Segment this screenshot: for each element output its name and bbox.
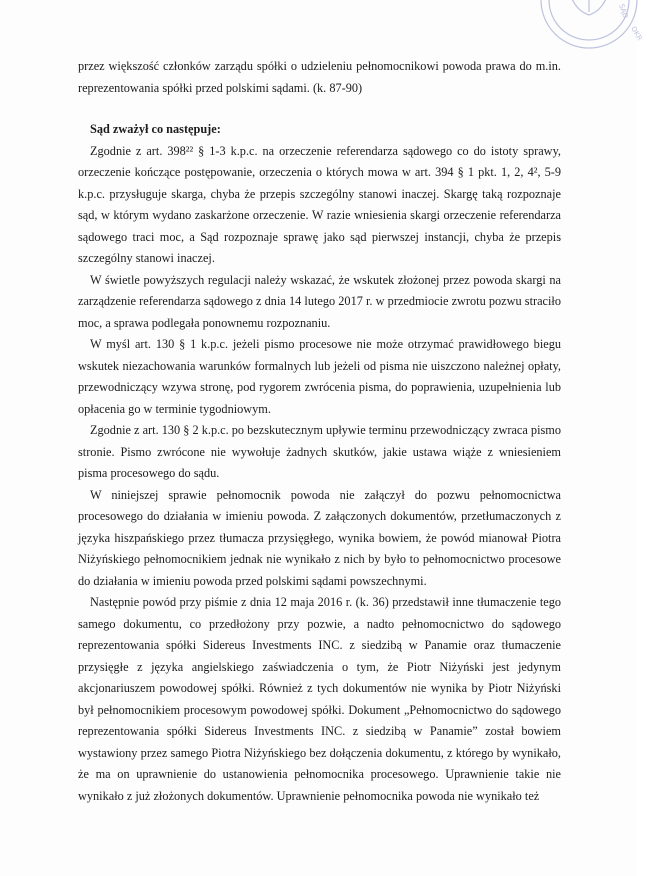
paragraph-1: Zgodnie z art. 398²² § 1-3 k.p.c. na orzeczenie referendarza sądowego co do istoty sprawy, orzeczenie kończące postępowanie, orzeczenia o których mowa w art. 394 § 1 pkt. 1, 2, 4², 5-9 k.p.c. przysługuje skarga, chyba że przepis szczególny stanowi inaczej. Skargę taką rozpoznaje sąd, w którym wydano zaskarżone orzeczenie. W razie wniesienia skargi orzeczenie referendarza sądowego traci moc, a Sąd rozpoznaje sprawę jako sąd pierwszej instancji, chyba że przepis szczególny stanowi inaczej. <box>78 143 561 265</box>
paragraph-3: W myśl art. 130 § 1 k.p.c. jeżeli pismo procesowe nie może otrzymać prawidłowego biegu wskutek niezachowania warunków formalnych lub jeżeli od pisma nie uiszczono należnej opłaty, przewodniczący wzywa stronę, pod rygorem zwrócenia pisma, do poprawienia, uzupełnienia lub opłacenia go w terminie tygodniowym. <box>78 337 561 416</box>
document-body <box>78 56 561 807</box>
section-heading: Sąd zważył co następuje: <box>90 122 221 136</box>
svg-text:OKR: OKR <box>629 25 644 42</box>
paragraph-5: W niniejszej sprawie pełnomocnik powoda nie załączył do pozwu pełnomocnictwa procesowego do działania w imieniu powoda. Z załączonych dokumentów, przetłumaczonych z języka hiszpańskiego przez tłumacza przysięgłego, wynika bowiem, że powód mianował Piotra Niżyńskiego pełnomocnikiem jednak nie wynikało z nich by było to pełnomocnictwo procesowe do działania w imieniu powoda przed polskimi sądami powszechnymi. <box>78 487 561 588</box>
intro-paragraph: przez większość członków zarządu spółki o udzieleniu pełnomocnikowi powoda prawa do m.in. reprezentowania spółki przed polskimi sądami. (k. 87-90) <box>78 59 561 95</box>
paragraph-2: W świetle powyższych regulacji należy wskazać, że wskutek złożonej przez powoda skargi na zarządzenie referendarza sądowego z dnia 14 lutego 2017 r. w przedmiocie zwrotu pozwu straciło moc, a sprawa podlegała ponownemu rozpoznaniu. <box>78 272 561 330</box>
paragraph-4: Zgodnie z art. 130 § 2 k.p.c. po bezskutecznym upływie terminu przewodniczący zwraca pismo stronie. Pismo zwrócone nie wywołuje żadnych skutków, jakie ustawa wiąże z wniesieniem pisma procesowego do sądu. <box>78 423 561 480</box>
paragraph-6: Następnie powód przy piśmie z dnia 12 maja 2016 r. (k. 36) przedstawił inne tłumaczenie tego samego dokumentu, co przedłożony przy pozwie, a nadto pełnomocnictwo do sądowego reprezentowania spółki Sidereus Investments INC. z siedzibą w Panamie oraz tłumaczenie przysięgłe z języka angielskiego zaświadczenia o tym, że Piotr Niżyński jest jedynym akcjonariuszem powodowej spółki. Również z tych dokumentów nie wynika by Piotr Niżyński był pełnomocnikiem procesowym powodowej spółki. Dokument „Pełnomocnictwo do sądowego reprezentowania spółki Sidereus Investments INC. z siedzibą w Panamie” został bowiem wystawiony przez samego Piotra Niżyńskiego bez dołączenia dokumentu, z którego by wynikało, że ma on uprawnienie do ustanowienia pełnomocnika procesowego. Uprawnienie takie nie wynikało z już złożonych dokumentów. Uprawnienie pełnomocnika powoda nie wynikało też <box>78 595 561 803</box>
svg-text:SĄD: SĄD <box>617 2 630 20</box>
